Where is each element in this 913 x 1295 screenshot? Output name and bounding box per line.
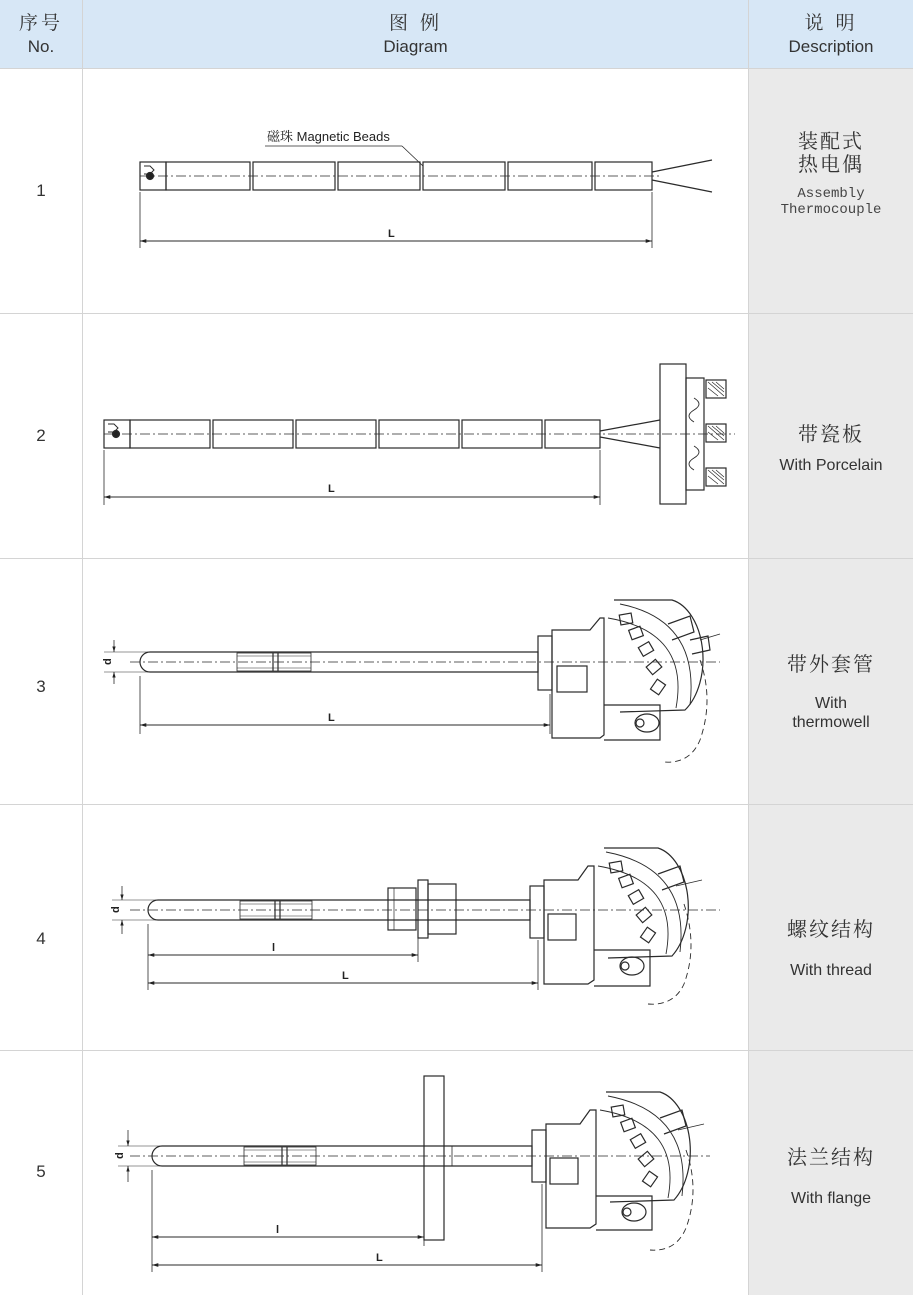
desc-cn: 带瓷板 <box>798 422 864 446</box>
row-number: 5 <box>36 1162 46 1181</box>
dimension-label-L: L <box>388 228 395 240</box>
desc-cn: 螺纹结构 <box>787 917 875 941</box>
header-no-en: No. <box>27 37 55 56</box>
desc-cn: 带外套管 <box>787 652 875 676</box>
desc-cn: 热电偶 <box>798 152 864 176</box>
annotation-magnetic-beads: 磁珠 Magnetic Beads <box>267 129 390 144</box>
row-number: 4 <box>36 929 46 948</box>
dimension-label-L: L <box>342 970 349 982</box>
diagram-with-thread <box>112 848 720 1004</box>
header-desc-cn: 说 明 <box>804 12 858 34</box>
header-no-cn: 序号 <box>18 12 63 34</box>
diagram-with-porcelain <box>104 364 735 505</box>
header-diagram-en: Diagram <box>383 37 448 56</box>
row-number: 3 <box>36 677 46 696</box>
dimension-label-l: l <box>272 942 276 954</box>
desc-en: With thread <box>790 962 872 979</box>
diagram-with-thermowell <box>104 600 720 762</box>
dimension-label-L: L <box>328 712 335 724</box>
desc-en: With Porcelain <box>779 457 883 474</box>
dimension-label-d: d <box>114 1152 126 1159</box>
diagram-with-flange <box>118 1076 710 1272</box>
header-desc-en: Description <box>788 37 874 56</box>
desc-en: thermowell <box>792 714 870 731</box>
row-number: 2 <box>36 426 46 445</box>
dimension-label-L: L <box>376 1252 383 1264</box>
row-number: 1 <box>36 181 46 200</box>
header-diagram-cn: 图 例 <box>388 12 443 34</box>
dimension-label-d: d <box>110 906 122 913</box>
diagram-assembly-thermocouple <box>140 146 712 248</box>
dimension-label-l: l <box>276 1224 280 1236</box>
desc-en: With <box>815 695 847 712</box>
desc-en: With flange <box>790 1190 872 1207</box>
dimension-label-L: L <box>328 483 335 495</box>
dimension-label-d: d <box>102 658 114 665</box>
desc-cn: 法兰结构 <box>787 1145 875 1169</box>
desc-en: Thermocouple <box>780 202 882 218</box>
desc-cn: 装配式 <box>798 129 864 153</box>
desc-en: Assembly <box>797 186 865 202</box>
